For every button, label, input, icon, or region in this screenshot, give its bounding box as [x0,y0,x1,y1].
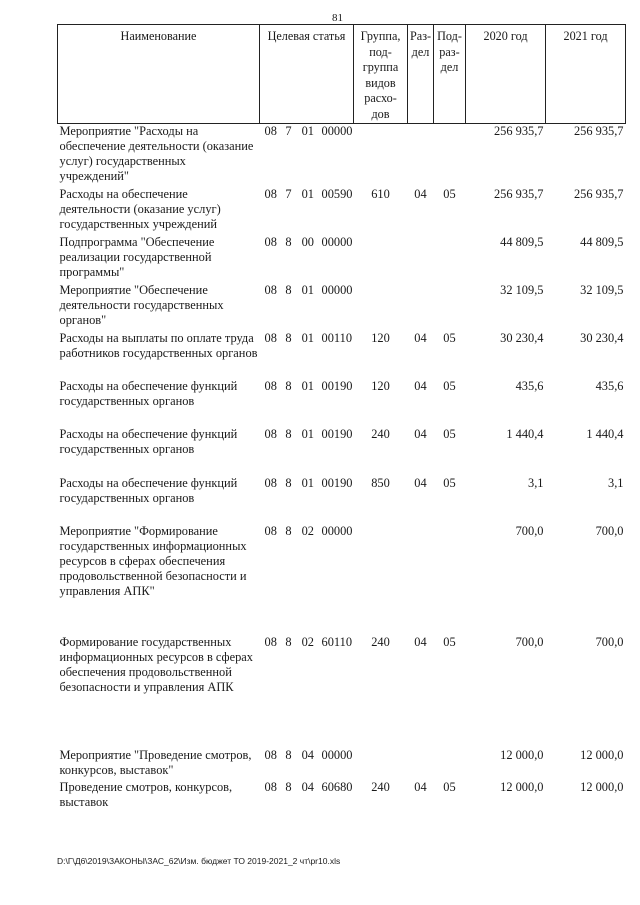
row-name: Проведение смотров, конкурсов, выставок [59,780,233,810]
row-subsection [434,524,466,635]
row-group: 120 [371,379,390,394]
row-year-2021: 12 000,0 [580,748,624,763]
row-section [408,524,434,635]
row-year-2021: 256 935,7 [573,187,624,202]
header-year-2020: 2020 год [466,25,546,124]
table-row [58,235,626,283]
row-year-2020: 32 109,5 [500,283,544,298]
row-year-2021: 700,0 [595,635,624,650]
row-year-2020: 12 000,0 [500,748,544,763]
row-target-article: 08 7 01 00000 [264,123,353,138]
row-target-article: 08 8 01 00190 [264,476,353,491]
row-section: 04 [414,780,427,795]
row-year-2021: 1 440,4 [586,427,624,442]
row-name: Формирование государственных информационных ресурсов в сферах обеспечения продовольственной безопасности и управления АПК [59,635,253,695]
row-name: Мероприятие "Проведение смотров, конкурсов, выставок" [59,748,252,778]
row-group [354,748,408,780]
header-year-2021: 2021 год [546,25,626,124]
table-row [58,283,626,331]
row-group: 850 [371,476,390,491]
table-row [58,635,626,748]
row-target-article: 08 8 01 00000 [264,283,353,298]
row-section: 04 [414,331,427,346]
row-group: 120 [371,331,390,346]
header-subsection: Под-раз-дел [434,25,466,124]
row-name: Мероприятие "Обеспечение деятельности государственных органов" [59,283,224,328]
row-group [354,235,408,283]
row-section: 04 [414,427,427,442]
header-target-article: Целевая статья [260,25,354,124]
row-year-2021: 12 000,0 [580,780,624,795]
row-year-2020: 435,6 [515,379,544,394]
row-subsection: 05 [443,780,456,795]
row-name: Расходы на выплаты по оплате труда работников государственных органов [59,331,258,361]
table-row [58,476,626,524]
row-target-article: 08 8 01 00190 [264,379,353,394]
row-subsection: 05 [443,427,456,442]
row-group: 610 [371,187,390,202]
row-year-2020: 3,1 [528,476,544,491]
row-section [408,283,434,331]
row-subsection: 05 [443,187,456,202]
header-expense-group: Группа, под-группа видов расхо-дов [354,25,408,124]
row-year-2021: 256 935,7 [573,123,624,138]
row-group [354,283,408,331]
table-row [58,524,626,635]
table-row [58,187,626,235]
row-subsection [434,283,466,331]
row-section [408,123,434,187]
row-year-2021: 700,0 [595,524,624,539]
row-name: Расходы на обеспечение деятельности (оказание услуг) государственных учреждений [59,187,221,232]
header-section: Раз-дел [408,25,434,124]
row-subsection: 05 [443,476,456,491]
row-target-article: 08 8 04 60680 [264,780,353,795]
row-year-2020: 44 809,5 [500,235,544,250]
row-year-2021: 44 809,5 [580,235,624,250]
page-number: 81 [332,12,343,24]
table-row [58,123,626,187]
row-group [354,123,408,187]
row-year-2020: 700,0 [515,635,544,650]
row-target-article: 08 8 01 00110 [264,331,353,346]
row-year-2021: 30 230,4 [580,331,624,346]
row-name: Расходы на обеспечение функций государственных органов [59,379,238,409]
row-name: Подпрограмма "Обеспечение реализации государственной программы" [59,235,215,280]
row-year-2020: 700,0 [515,524,544,539]
row-year-2021: 435,6 [595,379,624,394]
table-header-row [58,25,626,124]
row-target-article: 08 7 01 00590 [264,187,353,202]
table-row [58,427,626,476]
table-row [58,379,626,427]
row-target-article: 08 8 02 60110 [264,635,353,650]
row-subsection [434,235,466,283]
row-target-article: 08 8 04 00000 [264,748,353,763]
row-section [408,748,434,780]
row-subsection: 05 [443,331,456,346]
row-year-2020: 12 000,0 [500,780,544,795]
row-name: Расходы на обеспечение функций государственных органов [59,427,238,457]
row-subsection: 05 [443,379,456,394]
row-section: 04 [414,635,427,650]
row-name: Расходы на обеспечение функций государственных органов [59,476,238,506]
budget-table [57,24,626,812]
row-name: Мероприятие "Расходы на обеспечение деятельности (оказание услуг) государственных учреждений" [59,123,254,183]
row-subsection: 05 [443,635,456,650]
table-row [58,780,626,812]
row-target-article: 08 8 01 00190 [264,427,353,442]
row-year-2020: 256 935,7 [493,187,544,202]
row-target-article: 08 8 00 00000 [264,235,353,250]
table-row [58,748,626,780]
row-year-2021: 3,1 [608,476,624,491]
row-year-2020: 30 230,4 [500,331,544,346]
row-subsection [434,748,466,780]
row-section: 04 [414,476,427,491]
row-group: 240 [371,427,390,442]
row-group: 240 [371,780,390,795]
file-path-footer: D:\Г\Д6\2019\ЗАКОНЫ\ЗАС_62\Изм. бюджет ТО 2019-2021_2 чт\pr10.xls [57,856,341,866]
row-name: Мероприятие "Формирование государственных информационных ресурсов в сферах обеспечения продовольственной безопасности и управления АПК" [59,524,247,599]
row-subsection [434,123,466,187]
row-year-2021: 32 109,5 [580,283,624,298]
row-year-2020: 256 935,7 [493,123,544,138]
row-group [354,524,408,635]
row-target-article: 08 8 02 00000 [264,524,353,539]
header-name: Наименование [58,25,260,124]
row-group: 240 [371,635,390,650]
row-section [408,235,434,283]
table-row [58,331,626,379]
row-section: 04 [414,379,427,394]
row-year-2020: 1 440,4 [506,427,544,442]
row-section: 04 [414,187,427,202]
